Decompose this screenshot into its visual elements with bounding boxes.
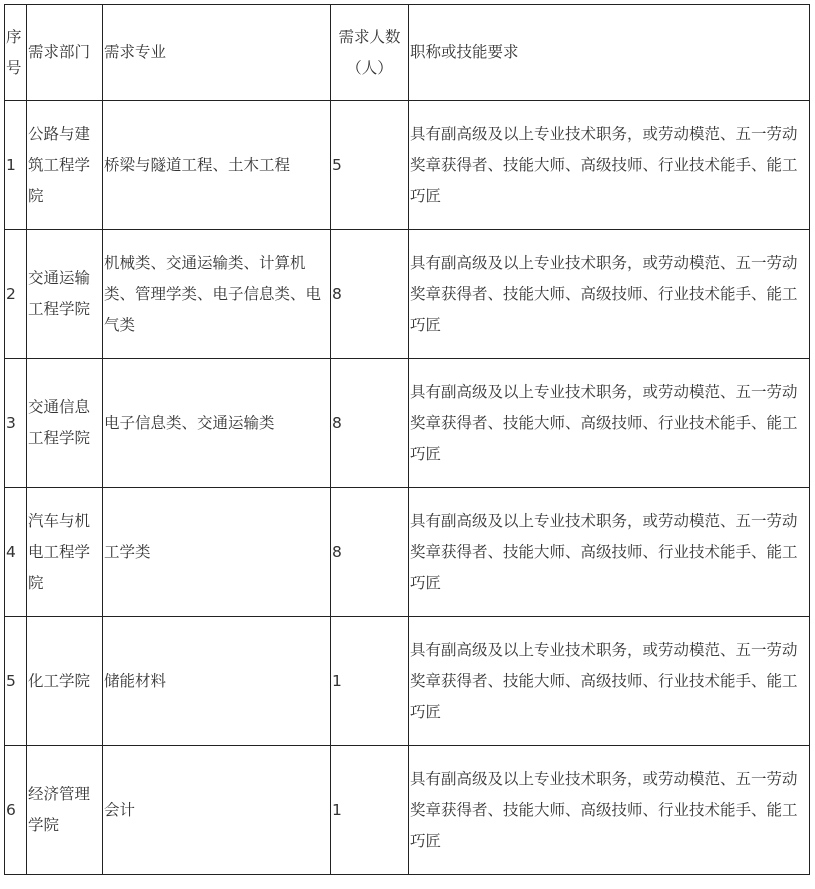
table-header-row xyxy=(5,5,810,101)
header-index: 序号 xyxy=(5,5,27,101)
cell-count: 5 xyxy=(331,101,409,230)
header-count: 需求人数（人） xyxy=(331,5,409,101)
cell-department: 交通信息工程学院 xyxy=(27,359,103,488)
cell-major: 储能材料 xyxy=(103,617,331,746)
cell-count: 8 xyxy=(331,488,409,617)
cell-requirement: 具有副高级及以上专业技术职务，或劳动模范、五一劳动奖章获得者、技能大师、高级技师、行业技术能手、能工巧匠 xyxy=(409,101,810,230)
cell-requirement: 具有副高级及以上专业技术职务，或劳动模范、五一劳动奖章获得者、技能大师、高级技师、行业技术能手、能工巧匠 xyxy=(409,488,810,617)
table-row xyxy=(5,359,810,488)
cell-count: 8 xyxy=(331,230,409,359)
cell-index: 4 xyxy=(5,488,27,617)
cell-requirement: 具有副高级及以上专业技术职务，或劳动模范、五一劳动奖章获得者、技能大师、高级技师、行业技术能手、能工巧匠 xyxy=(409,746,810,875)
cell-requirement: 具有副高级及以上专业技术职务，或劳动模范、五一劳动奖章获得者、技能大师、高级技师、行业技术能手、能工巧匠 xyxy=(409,617,810,746)
table-row xyxy=(5,488,810,617)
cell-index: 5 xyxy=(5,617,27,746)
cell-count: 1 xyxy=(331,746,409,875)
cell-index: 3 xyxy=(5,359,27,488)
cell-index: 6 xyxy=(5,746,27,875)
table-row xyxy=(5,230,810,359)
table-row xyxy=(5,617,810,746)
cell-major: 机械类、交通运输类、计算机类、管理学类、电子信息类、电气类 xyxy=(103,230,331,359)
cell-department: 经济管理学院 xyxy=(27,746,103,875)
header-requirement: 职称或技能要求 xyxy=(409,5,810,101)
cell-major: 桥梁与隧道工程、土木工程 xyxy=(103,101,331,230)
cell-major: 会计 xyxy=(103,746,331,875)
cell-major: 电子信息类、交通运输类 xyxy=(103,359,331,488)
cell-department: 汽车与机电工程学院 xyxy=(27,488,103,617)
cell-index: 2 xyxy=(5,230,27,359)
cell-department: 化工学院 xyxy=(27,617,103,746)
cell-count: 1 xyxy=(331,617,409,746)
cell-count: 8 xyxy=(331,359,409,488)
cell-requirement: 具有副高级及以上专业技术职务，或劳动模范、五一劳动奖章获得者、技能大师、高级技师、行业技术能手、能工巧匠 xyxy=(409,230,810,359)
cell-requirement: 具有副高级及以上专业技术职务，或劳动模范、五一劳动奖章获得者、技能大师、高级技师、行业技术能手、能工巧匠 xyxy=(409,359,810,488)
table-row xyxy=(5,746,810,875)
header-department: 需求部门 xyxy=(27,5,103,101)
cell-major: 工学类 xyxy=(103,488,331,617)
table-row xyxy=(5,101,810,230)
header-major: 需求专业 xyxy=(103,5,331,101)
cell-department: 交通运输工程学院 xyxy=(27,230,103,359)
cell-index: 1 xyxy=(5,101,27,230)
recruitment-table xyxy=(4,4,810,875)
cell-department: 公路与建筑工程学院 xyxy=(27,101,103,230)
